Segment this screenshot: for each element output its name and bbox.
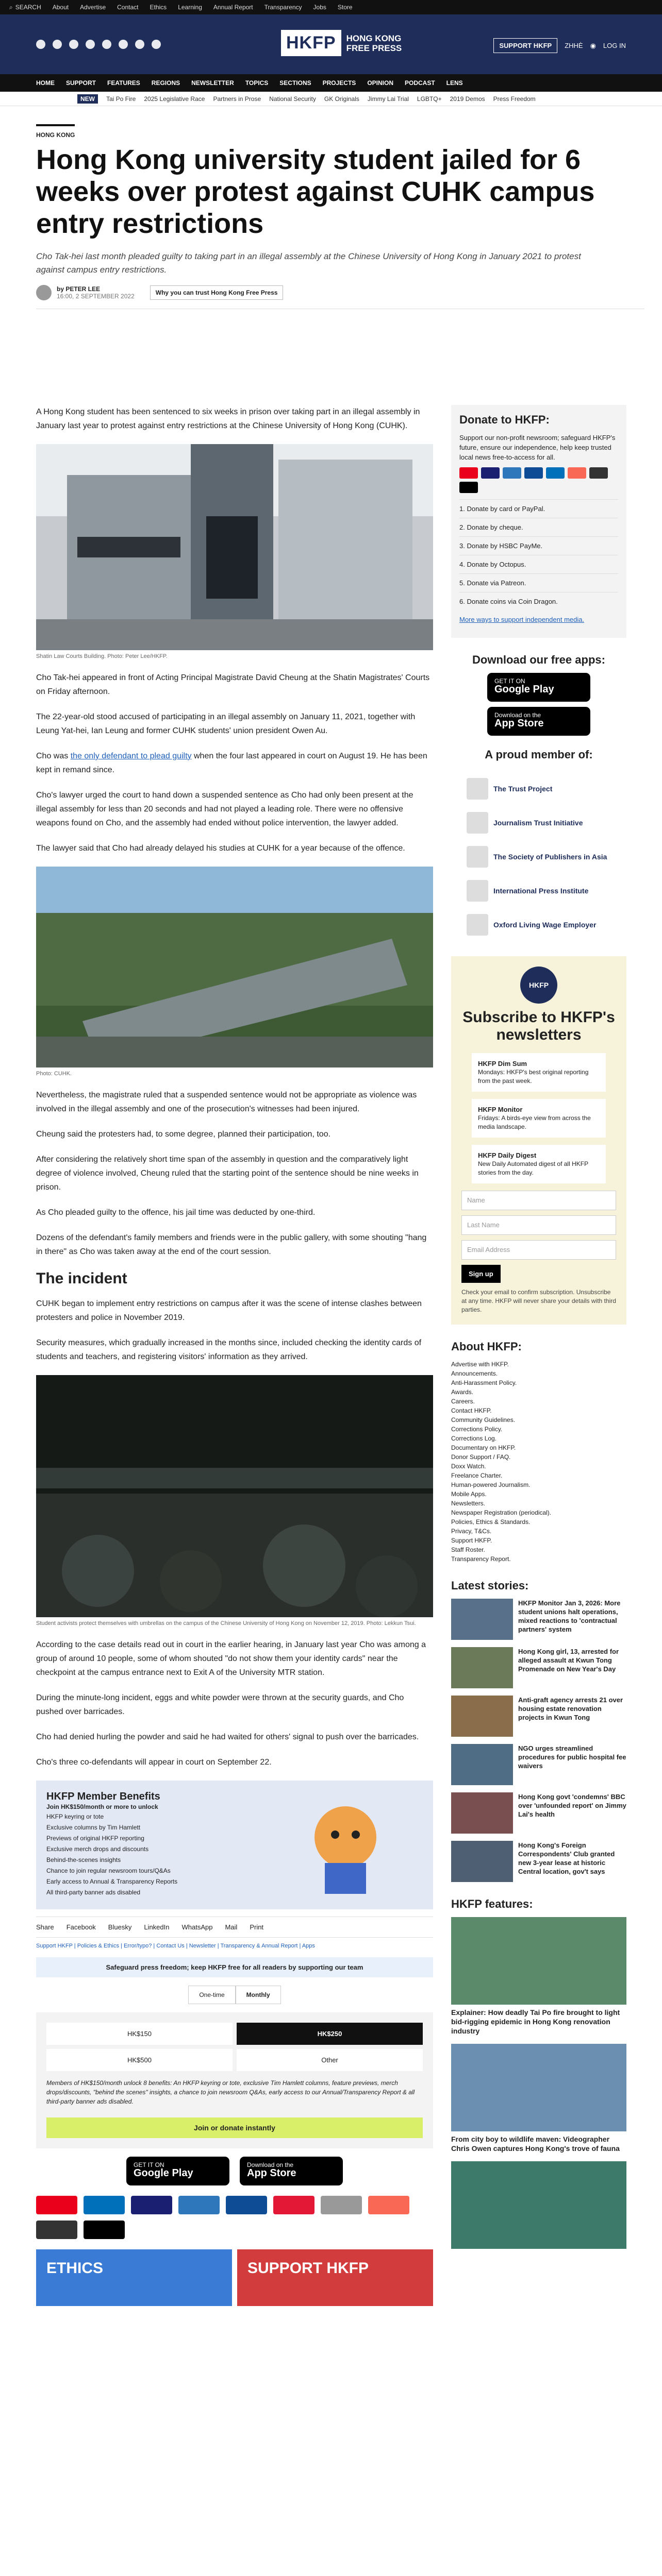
support-links[interactable]: Support HKFP | Policies & Ethics | Error/typo? | Contact Us | Newsletter | Transparency & Annual Report | Apps [36, 1943, 315, 1949]
byline [36, 285, 644, 309]
paragraph: Cheung said the protesters had, to some degree, planned their participation, too. [36, 1130, 331, 1139]
apple-pay-icon [84, 2221, 125, 2239]
about-link[interactable]: Advertise with HKFP. [451, 1361, 509, 1368]
story-item[interactable]: Hong Kong girl, 13, arrested for alleged assault at Kwun Tong Promenade on New Year's Day [451, 1647, 626, 1688]
amount-option[interactable]: HK$250 [237, 2023, 423, 2045]
patreon-icon [368, 2196, 409, 2214]
share-linkedin[interactable]: LinkedIn [144, 1923, 170, 1931]
donate-text: Support our non-profit newsroom; safeguard HKFP's future, ensure our independence, help keep trusted local news free-to-access for all. [459, 434, 616, 461]
paypal-icon [546, 467, 565, 479]
publish-date: 16:00, 2 SEPTEMBER 2022 [57, 293, 135, 300]
promo-title: HKFP Member Benefits [46, 1791, 160, 1802]
newsletter-option[interactable]: HKFP Monitor Fridays: A birds-eye view from across the media landscape. [472, 1099, 606, 1138]
unionpay-icon [273, 2196, 315, 2214]
nav-sections[interactable]: SECTIONS [279, 79, 311, 87]
nav-home[interactable]: HOME [36, 79, 55, 87]
visa-icon [131, 2196, 172, 2214]
about-link[interactable]: Support HKFP. [451, 1537, 492, 1544]
donate-option[interactable]: 3. Donate by HSBC PayMe. [459, 536, 618, 555]
features-title: HKFP features: [451, 1897, 533, 1910]
email-field[interactable]: Email Address [461, 1240, 616, 1260]
paragraph: CUHK began to implement entry restrictions on campus after it was the scene of intense clashes between protesters and police in November 2019. [36, 1299, 422, 1322]
benefit-list [46, 1811, 177, 1898]
latest-stories [451, 1579, 626, 1882]
trust-project-logo[interactable]: The Trust Project [467, 778, 611, 800]
youtube-icon[interactable] [86, 40, 95, 49]
rss-icon[interactable] [152, 40, 161, 49]
amount-option[interactable]: HK$150 [46, 2023, 233, 2045]
section-heading: The incident [36, 1270, 127, 1287]
about-link[interactable]: Mobile Apps. [451, 1490, 487, 1498]
amex-icon [178, 2196, 220, 2214]
app-store-button[interactable]: Download on the App Store [487, 707, 590, 736]
newsletter-option[interactable]: HKFP Dim Sum Mondays: HKFP's best original reporting from the past week. [472, 1053, 606, 1092]
payment-logos [36, 2196, 433, 2239]
benefit-item: Chance to join regular newsroom tours/Q&As [46, 1867, 171, 1874]
donate-option[interactable]: 1. Donate by card or PayPal. [459, 499, 618, 518]
paragraph: Security measures, which gradually increased in the months since, included checking the identity cards of students and teachers, and registering visitors' information as they arrived. [36, 1338, 422, 1361]
support-prompt[interactable]: Safeguard press freedom; keep HKFP free for all readers by supporting our team [36, 1957, 433, 1977]
about-title: About HKFP: [451, 1340, 522, 1353]
gpay-icon [589, 467, 608, 479]
advertise-link[interactable]: Advertise [80, 4, 106, 11]
story-item[interactable]: Hong Kong govt 'condemns' BBC over 'unfounded report' on Jimmy Lai's health [451, 1792, 626, 1834]
transparency-link[interactable]: Transparency [264, 4, 302, 11]
benefit-item: Previews of original HKFP reporting [46, 1835, 144, 1842]
about-link[interactable]: Doxx Watch. [451, 1463, 486, 1470]
social-links [36, 40, 161, 49]
jcb-icon [226, 2196, 267, 2214]
nav-newsletter[interactable]: NEWSLETTER [191, 79, 234, 87]
author-avatar [36, 285, 52, 300]
page-title: Hong Kong university student jailed for 6 weeks over protest against CUHK campus entry restrictions [36, 144, 595, 239]
newsletter-title: Subscribe to HKFP's newsletters [462, 1009, 615, 1043]
feature-item[interactable]: Explainer: How deadly Tai Po fire brought to light bid-rigging epidemic in Hong Kong renovation industry [451, 1917, 626, 2036]
signup-button[interactable]: Sign up [461, 1265, 501, 1283]
article-subtitle: Cho Tak-hei last month pleaded guilty to taking part in an illegal assembly at the Chinese University of Hong Kong in January 2021 to protest against campus entry restrictions. [36, 251, 581, 275]
learning-link[interactable]: Learning [178, 4, 202, 11]
logo-box: HKFP [281, 30, 341, 56]
login-link[interactable]: LOG IN [603, 42, 626, 49]
article-header [36, 124, 644, 309]
donate-options [459, 499, 618, 611]
store-link[interactable]: Store [337, 4, 353, 11]
annual-report-link[interactable]: Annual Report [213, 4, 253, 11]
trending-item[interactable]: National Security [269, 95, 316, 103]
payment-cards [459, 467, 618, 493]
search-link[interactable]: ⌕ SEARCH [9, 3, 41, 11]
trending-item[interactable]: 2025 Legislative Race [144, 95, 205, 103]
paragraph: During the minute-long incident, eggs and white powder were thrown at the security guards, and Cho pushed over barricades. [36, 1693, 404, 1716]
court-photo [36, 444, 433, 650]
photo-caption: Student activists protect themselves with umbrellas on the campus of the Chinese University of Hong Kong on November 12, 2019. Photo: Lekkun Tsui. [36, 1620, 416, 1626]
share-print[interactable]: Print [250, 1923, 264, 1931]
nav-features[interactable]: FEATURES [107, 79, 140, 87]
main-nav [0, 74, 662, 92]
trending-item[interactable]: 2019 Demos [450, 95, 485, 103]
member-title: A proud member of: [485, 748, 593, 761]
photo-caption: Photo: CUHK. [36, 1071, 72, 1077]
threads-icon[interactable] [119, 40, 128, 49]
jti-logo[interactable]: Journalism Trust Initiative [467, 812, 611, 834]
paragraph: As Cho pleaded guilty to the offence, his jail time was deducted by one-third. [36, 1208, 316, 1217]
membership-logos [451, 768, 626, 946]
one-time-tab[interactable]: One-time [188, 1986, 235, 2004]
about-link[interactable]: Corrections Policy. [451, 1426, 503, 1433]
octopus-icon [321, 2196, 362, 2214]
story-item[interactable]: HKFP Monitor Jan 3, 2026: More student unions halt operations, mixed reactions to 'contractual partners' system [451, 1599, 626, 1640]
x-icon[interactable] [53, 40, 62, 49]
support-banner[interactable]: SUPPORT HKFP [237, 2249, 433, 2306]
telegram-icon[interactable] [135, 40, 144, 49]
google-play-button[interactable]: GET IT ON Google Play [126, 2157, 229, 2185]
paragraph: A Hong Kong student has been sentenced to six weeks in prison over taking part in an illegal assembly in January last year to protest against entry restrictions at the Chinese University of Hong Kong (CUHK). [36, 408, 420, 430]
last-name-field[interactable]: Last Name [461, 1215, 616, 1235]
trending-item[interactable]: GK Originals [324, 95, 359, 103]
instagram-icon[interactable] [69, 40, 78, 49]
features-section [451, 1897, 626, 2249]
paypal-icon [84, 2196, 125, 2214]
paragraph: Cho had denied hurling the powder and said he had waited for others' signal to push over the barricades. [36, 1733, 419, 1741]
trending-item[interactable]: LGBTQ+ [417, 95, 442, 103]
more-ways-link[interactable]: More ways to support independent media. [459, 616, 585, 623]
about-link[interactable]: Awards. [451, 1388, 474, 1396]
photo-caption: Shatin Law Courts Building. Photo: Peter Lee/HKFP. [36, 653, 168, 659]
benefit-item: Behind-the-scenes insights [46, 1856, 121, 1863]
trending-item[interactable]: Tai Po Fire [106, 95, 136, 103]
protest-photo [36, 1375, 433, 1617]
amount-option[interactable]: HK$500 [46, 2049, 233, 2071]
story-item[interactable]: Hong Kong's Foreign Correspondents' Club granted new 3-year lease at historic Central location, gov't says [451, 1841, 626, 1882]
google-pay-icon [36, 2221, 77, 2239]
linkedin-icon[interactable] [102, 40, 111, 49]
latest-title: Latest stories: [451, 1579, 529, 1592]
patreon-icon [568, 467, 586, 479]
contact-link[interactable]: Contact [117, 4, 139, 11]
about-link[interactable]: Staff Roster. [451, 1546, 485, 1553]
cuhk-photo [36, 867, 433, 1067]
about-link[interactable]: Announcements. [451, 1370, 498, 1377]
about-link[interactable]: Policies, Ethics & Standards. [451, 1518, 531, 1526]
promo-subtitle: Join HK$150/month or more to unlock [46, 1803, 158, 1810]
donate-title: Donate to HKFP: [459, 413, 550, 426]
benefit-item: All third-party banner ads disabled [46, 1889, 141, 1896]
sidebar [451, 405, 626, 2257]
member-benefits-banner[interactable] [36, 1781, 433, 1909]
paragraph: Nevertheless, the magistrate ruled that a suspended sentence would not be appropriate as violence was involved in the illegal assembly and one of the prosecution's witnesses had been injured. [36, 1091, 417, 1113]
mascot-illustration [278, 1791, 412, 1899]
paragraph: Cho was the only defendant to plead guilty when the four last appeared in court on August 19. He has been kept in remand since. [36, 752, 427, 774]
trending-item[interactable]: Partners in Prose [213, 95, 261, 103]
jobs-link[interactable]: Jobs [313, 4, 326, 11]
donation-frequency-toggle [36, 1986, 433, 2004]
mastercard-icon [36, 2196, 77, 2214]
newsletter-note: Check your email to confirm subscription. Unsubscribe at any time. HKFP will never share your details with third parties. [461, 1289, 616, 1313]
about-link[interactable]: Community Guidelines. [451, 1416, 516, 1423]
feature-item[interactable]: From city boy to wildlife maven: Videographer Chris Owen captures Hong Kong's trove of fauna [451, 2044, 626, 2153]
donate-option[interactable]: 5. Donate via Patreon. [459, 573, 618, 592]
bottom-banners [36, 2249, 433, 2306]
about-link[interactable]: Documentary on HKFP. [451, 1444, 516, 1451]
ethics-link[interactable]: Ethics [150, 4, 167, 11]
support-button[interactable]: SUPPORT HKFP [493, 38, 557, 53]
about-link[interactable]: About [52, 4, 69, 11]
monthly-tab[interactable]: Monthly [236, 1986, 281, 2004]
sopa-logo[interactable]: The Society of Publishers in Asia [467, 846, 611, 868]
donate-option[interactable]: 4. Donate by Octopus. [459, 555, 618, 573]
app-store-button[interactable]: Download on the App Store [240, 2157, 343, 2185]
share-mail[interactable]: Mail [225, 1923, 238, 1931]
about-link[interactable]: Careers. [451, 1398, 475, 1405]
category-label[interactable]: HONG KONG [36, 124, 75, 139]
paragraph: Cho Tak-hei appeared in front of Acting Principal Magistrate David Cheung at the Shatin Magistrates' Courts on Friday afternoon. [36, 673, 430, 696]
new-badge: NEW [77, 94, 98, 104]
about-link[interactable]: Newsletters. [451, 1500, 486, 1507]
about-section [451, 1340, 626, 1564]
paragraph: The lawyer said that Cho had already delayed his studies at CUHK for a year because of the offence. [36, 844, 405, 853]
feature-item[interactable] [451, 2161, 626, 2249]
ethics-banner[interactable]: ETHICS [36, 2249, 232, 2306]
trust-button[interactable]: Why you can trust Hong Kong Free Press [150, 285, 284, 300]
article-body [36, 405, 433, 2306]
search-icon: ⌕ [9, 3, 13, 11]
nav-projects[interactable]: PROJECTS [322, 79, 356, 87]
footer-apps [36, 2157, 433, 2185]
newsletter-box [451, 956, 626, 1325]
paragraph: Cho's three co-defendants will appear in court on September 22. [36, 1758, 272, 1767]
paragraph: After considering the relatively short time span of the assembly in question and the comparatively light degree of violence involved, Cheung ruled that the starting point of the sentence should be nine weeks in prison. [36, 1155, 419, 1192]
about-link[interactable]: Transparency Report. [451, 1555, 511, 1563]
trending-item[interactable]: Jimmy Lai Trial [367, 95, 409, 103]
user-icon[interactable]: ◉ [590, 41, 596, 49]
donate-option[interactable]: 2. Donate by cheque. [459, 518, 618, 536]
about-link[interactable]: Human-powered Journalism. [451, 1481, 531, 1488]
court-building-image [36, 444, 433, 650]
paragraph: According to the case details read out in court in the earlier hearing, in January last year Cho was among a group of around 10 people, some of whom shouted "do not show them your identity cards" near the checkpoint at the campus entrance next to Exit A of the University MTR station. [36, 1640, 426, 1677]
amex-icon [503, 467, 521, 479]
trending-item[interactable]: Press Freedom [493, 95, 536, 103]
applepay-icon [459, 482, 478, 493]
share-bluesky[interactable]: Bluesky [108, 1923, 132, 1931]
about-link[interactable]: Newspaper Registration (periodical). [451, 1509, 552, 1516]
nav-support[interactable]: SUPPORT [66, 79, 96, 87]
newsletter-logo: HKFP [520, 967, 557, 1004]
about-link[interactable]: Donor Support / FAQ. [451, 1453, 511, 1461]
nav-lens[interactable]: LENS [446, 79, 463, 87]
jcb-icon [524, 467, 543, 479]
paragraph: The 22-year-old stood accused of participating in an illegal assembly on January 11, 2021, together with Leung Yat-hei, Ian Leung and former CUHK students' union president Owen Au. [36, 713, 416, 735]
amount-option[interactable]: Other [237, 2049, 423, 2071]
google-play-button[interactable]: GET IT ON Google Play [487, 673, 590, 702]
donate-option[interactable]: 6. Donate coins via Coin Dragon. [459, 592, 618, 611]
share-bar [36, 1917, 433, 1938]
trending-bar [0, 92, 662, 106]
mastercard-icon [459, 467, 478, 479]
logo-text: HONG KONG FREE PRESS [346, 33, 402, 53]
share-facebook[interactable]: Facebook [66, 1923, 96, 1931]
story-item[interactable]: Anti-graft agency arrests 21 over housing estate renovation projects in Kwun Tong [451, 1696, 626, 1737]
author-link[interactable]: by PETER LEE [57, 285, 101, 293]
language-switch[interactable]: ZHHÈ [565, 42, 583, 49]
facebook-icon[interactable] [36, 40, 45, 49]
share-whatsapp[interactable]: WhatsApp [181, 1923, 213, 1931]
ipi-logo[interactable]: International Press Institute [467, 880, 611, 902]
donate-box [451, 405, 626, 638]
masthead [0, 14, 662, 74]
about-link[interactable]: Corrections Log. [451, 1435, 497, 1442]
cuhk-sign-image [36, 867, 433, 1067]
nav-podcast[interactable]: PODCAST [404, 79, 435, 87]
benefit-item: HKFP keyring or tote [46, 1813, 104, 1820]
story-item[interactable]: NGO urges streamlined procedures for public hospital fee waivers [451, 1744, 626, 1785]
visa-icon [481, 467, 500, 479]
about-link[interactable]: Privacy, T&Cs. [451, 1528, 492, 1535]
paragraph: Cho's lawyer urged the court to hand down a suspended sentence as Cho had only been present at the illegal assembly for less than 20 seconds and had not played a leading role. There were no offensive weapons found on Cho, and the assembly had ended without police intervention, the lawyer added. [36, 791, 413, 827]
donation-amounts [36, 2012, 433, 2148]
protest-image [36, 1375, 433, 1617]
nav-opinion[interactable]: OPINION [367, 79, 393, 87]
nav-topics[interactable]: TOPICS [245, 79, 269, 87]
about-link[interactable]: Contact HKFP. [451, 1407, 492, 1414]
top-utility-bar [0, 0, 662, 14]
benefit-item: Early access to Annual & Transparency Reports [46, 1878, 178, 1885]
benefit-item: Exclusive merch drops and discounts [46, 1845, 149, 1853]
paragraph: Dozens of the defendant's family members and friends were in the public gallery, with some shouting "hang in there" as Cho was taken away at the end of the court session. [36, 1233, 427, 1256]
plead-guilty-link[interactable]: the only defendant to plead guilty [70, 752, 192, 760]
about-link[interactable]: Anti-Harassment Policy. [451, 1379, 517, 1386]
name-field[interactable]: Name [461, 1191, 616, 1210]
site-logo[interactable] [281, 30, 402, 56]
apps-title: Download our free apps: [472, 653, 605, 666]
share-label: Share [36, 1923, 54, 1931]
benefit-item: Exclusive columns by Tim Hamlett [46, 1824, 141, 1831]
living-wage-logo[interactable]: Oxford Living Wage Employer [467, 914, 611, 936]
nav-regions[interactable]: REGIONS [151, 79, 180, 87]
members-note: Members of HK$150/month unlock 8 benefits: An HKFP keyring or tote, exclusive Tim Hamlett columns, feature previews, merch drops/discounts, "behind the scenes" insights, a chance to join newsroom Q&As, early access to our Annual/Transparency Report & all third-party banner ads disabled. [46, 2079, 415, 2105]
about-link[interactable]: Freelance Charter. [451, 1472, 503, 1479]
newsletter-option[interactable]: HKFP Daily Digest New Daily Automated digest of all HKFP stories from the day. [472, 1145, 606, 1183]
join-button[interactable]: Join or donate instantly [46, 2117, 423, 2138]
